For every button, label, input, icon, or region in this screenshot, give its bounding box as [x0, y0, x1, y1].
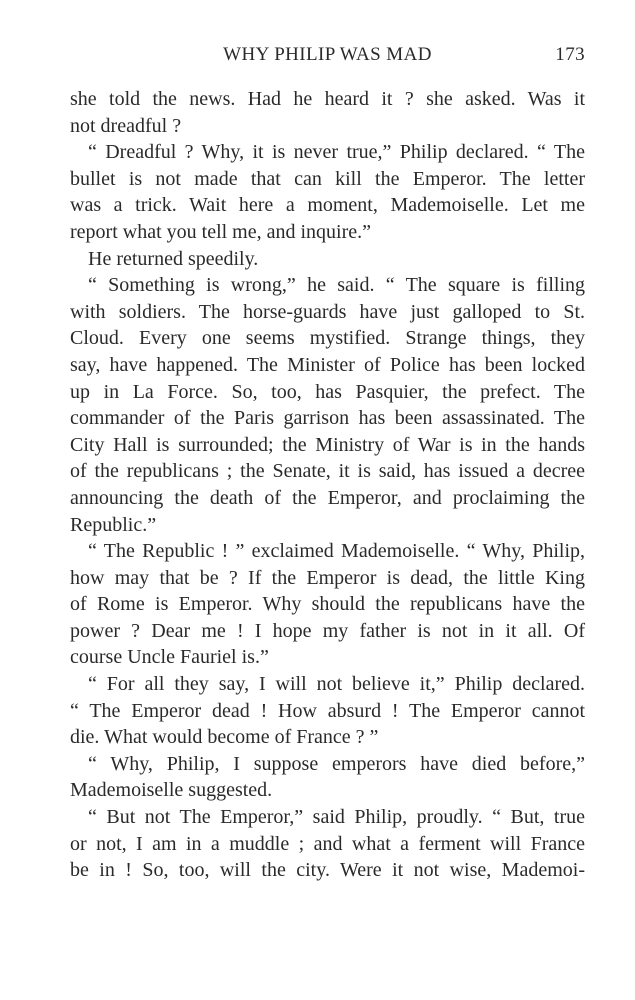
text-line: course Uncle Fauriel is.” [70, 646, 269, 669]
page-number: 173 [555, 44, 585, 65]
text-line: not dreadful ? [70, 114, 182, 137]
text-line: or not, I am in a muddle ; and what a ferment will France [70, 832, 585, 855]
text-line: City Hall is surrounded; the Ministry of War is in the hands [70, 433, 585, 456]
text-line: of the republicans ; the Senate, it is said, has issued a decree [70, 460, 585, 483]
body-text [70, 86, 585, 884]
text-line: up in La Force. So, too, has Pasquier, the prefect. The [70, 380, 585, 403]
text-line: be in ! So, too, will the city. Were it not wise, Mademoi- [70, 859, 585, 882]
text-line: “ Dreadful ? Why, it is never true,” Philip declared. “ The [88, 141, 585, 164]
text-line: was a trick. Wait here a moment, Mademoiselle. Let me [70, 194, 585, 217]
text-line: of Rome is Emperor. Why should the republicans have the [70, 593, 585, 616]
text-line: announcing the death of the Emperor, and proclaiming the [70, 486, 585, 509]
page-header [70, 44, 585, 72]
text-line: “ For all they say, I will not believe it,” Philip declared. [88, 673, 585, 696]
text-line: she told the news. Had he heard it ? she asked. Was it [70, 88, 585, 110]
text-line: say, have happened. The Minister of Police has been locked [70, 353, 585, 376]
running-head: WHY PHILIP WAS MAD [223, 44, 432, 65]
text-line: “ The Emperor dead ! How absurd ! The Emperor cannot [70, 699, 585, 722]
text-line: “ Something is wrong,” he said. “ The square is filling [88, 274, 585, 297]
text-line: “ The Republic ! ” exclaimed Mademoiselle. “ Why, Philip, [88, 540, 585, 563]
text-line: with soldiers. The horse-guards have just galloped to St. [70, 300, 585, 323]
text-line: “ But not The Emperor,” said Philip, proudly. “ But, true [88, 806, 585, 829]
text-line: Republic.” [70, 513, 157, 536]
text-line: report what you tell me, and inquire.” [70, 220, 372, 243]
text-line: He returned speedily. [88, 247, 259, 270]
text-line: die. What would become of France ? ” [70, 726, 379, 749]
text-line: bullet is not made that can kill the Emperor. The letter [70, 167, 585, 190]
text-line: power ? Dear me ! I hope my father is not in it all. Of [70, 619, 585, 642]
text-line: Cloud. Every one seems mystified. Strange things, they [70, 327, 585, 350]
text-line: Mademoiselle suggested. [70, 779, 273, 802]
text-line: commander of the Paris garrison has been assassinated. The [70, 407, 585, 430]
text-line: “ Why, Philip, I suppose emperors have died before,” [88, 752, 585, 775]
text-line: how may that be ? If the Emperor is dead, the little King [70, 566, 585, 589]
